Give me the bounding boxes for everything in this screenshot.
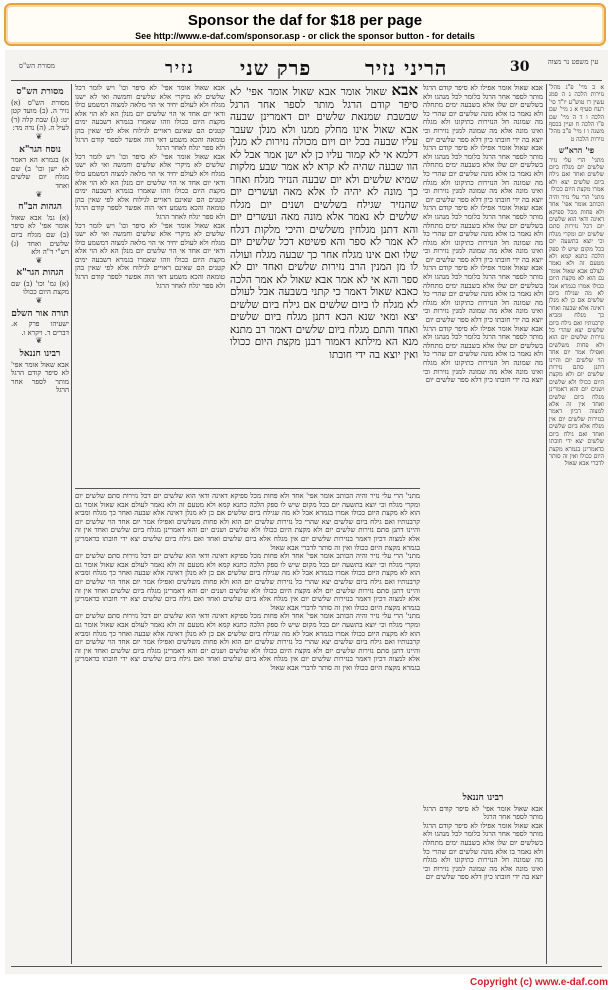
- rashi-text-cont4: אבא שאול אומר אפילו לא סיפר קודם הרגל מותר לספר אחר הרגל כלומר לכל מנהגו ולא בשלשים יום שלו אלא בשבעה ימים מתחלה ולא נאמר בו אלא מונה שלשים יום שהרי כל מה שמונה חל הנזירות כתיקונו ולא מגלח ואינו מונה אלא מה שמונה למנין נזירות וכי יוצא בה ידי חובתו כיון דלא ספר שלשים יום: [423, 324, 543, 385]
- gemara-main-text: [230, 84, 418, 484]
- rabbeinu-chananel-text: אבא שאול אומר אפי' לא סיפר קודם הרגל מותר לספר אחר הרגל: [423, 804, 543, 822]
- running-title: הריני נזיר: [365, 56, 448, 80]
- rashi-text: אבא שאול אומר אפילו לא סיפר קודם הרגל מותר לספר אחר הרגל כלומר לכל מנהגו ולא בשלשים יום שלו אלא בשבעה ימים מתחלה ולא נאמר בו אלא מונה שלשים יום שהרי כל מה שמונה חל הנזירות כתיקונו ולא מגלח ואינו מונה אלא מה שמונה למנין נזירות וכי יוצא בה ידי חובתו כיון דלא ספר שלשים יום: [423, 84, 543, 144]
- tosafot-text: אבא שאול אומר אפי' לא סיפר וכו' ויש לומר דכל שלשים לא מיקרי אלא שלשים וחמשה ואי לא ישנו מגלח ולא לעולם יחיד אי הוי מלאה למצוה דמשמע כולו ודאי יום אחד אי הוי שלשים יום מנלן הא לא הוי אלא מקצת היום ככולו וזהו שאמרו בגמרא דשבעה ימים קטנים הם שאינם ראויים לגילוח אלא לפי שאין בהן טומאה והכא משמע דאי הוה אפשר לספר קודם הרגל ולא ספר יגלח לאחר הרגל: [75, 84, 225, 153]
- side-box-heading-4: תורה אור השלם: [11, 308, 69, 319]
- ein-mishpat-text: א ב מיי' פ"ג מהל' נזירות הלכה ג ה סמג עשין רו טוש"ע יו"ד סי' רעח סעיף א ג מיי' שם הלכה ו ד ה מיי' שם פ"ו הלכה ח ועיין בכסף משנה ו ז מיי' פ"ב מהל' נזירות הלכה ט: [549, 84, 604, 143]
- side-box-text-4: ישעיהו פרק א. דברים ד. ויקרא ו.: [11, 320, 69, 337]
- side-box-text-2: (א) גמ' אבא שאול אומר אפי' לא סיפר (ב) שם מגלח ביום שלשים ואחד (ג) רש"י ד"ה ולא: [11, 213, 69, 257]
- side-box-text-5: אבא שאול אומר אפי' לא סיפר קודם הרגל מותר לספר אחר הרגל: [11, 360, 69, 395]
- bottom-commentary-text-cont2: מתני' הרי עלי נזיר והיה הכותב אומר אפי' אחד ולא פחות מכל ספיקא דאינה ודאי הוא שלשים יום דכל נזירות סתם שלשים יום ומקרי מגלח וכי יוצא בתשעה יום בכל מקום שיש לו ספק הלכה כתנא קמא ולא מטעם זה ולא נאמר לעולם אבא שאול אומר גם הוא לא מקצת היום ככולו אמרו בגמרא אבל לא מה שגילח ביום שלשים אם כן לא מנלן דאינה אלא שבעה ואחר כך מגלח ומביא קרבנותיו ואם גילח ביום שלשים יצא שהרי כל נזירות שלשים יום הוא ולא פחות משלשים ואפילו אמר יום אחד הוי שלשים יום והיינו דתנן סתם נזירות שלשים יום ולא מקצת היום ככולו ולא שלשים ושנים יום והא דאמרינן מגלח ביום שלשים ואחד אין זה אלא למצוה דכיון דאמר בנזירות שלשים יום אין מגלח אלא ביום שלשים ואחד ואם גילח ביום שלשים יצא ידי חובתו כדאמרינן בגמרא מקצת היום ככולו ואין זה סותר לדברי אבא שאול: [75, 612, 420, 672]
- side-box-heading-5: רבינו חננאל: [19, 349, 61, 360]
- page-number: 30: [510, 59, 530, 75]
- left-margin-text: מסורת הש"ס (א) נזיר ה. (ב) מועד קטן יט: (ג) שבת קלה (ד) לעיל ה. (ה) נדה מד:: [11, 98, 69, 133]
- side-box-text-3: (א) גמ' וכו' (ב) שם מקצת היום ככולו: [11, 279, 69, 297]
- sponsor-subtitle[interactable]: See http://www.e-daf.com/sponsor.asp - or click the sponsor button - for details: [135, 31, 475, 41]
- bottom-commentary: [75, 492, 420, 962]
- rosh-box-heading: פי' הרא"ש: [558, 145, 595, 156]
- left-margin-column: [11, 84, 69, 964]
- bottom-commentary-text-cont: מתני' הרי עלי נזיר והיה הכותב אומר אפי' אחד ולא פחות מכל ספיקא דאינה ודאי הוא שלשים יום דכל נזירות סתם שלשים יום ומקרי מגלח וכי יוצא בתשעה יום בכל מקום שיש לו ספק הלכה כתנא קמא ולא מטעם זה ולא נאמר לעולם אבא שאול אומר גם הוא לא מקצת היום ככולו אמרו בגמרא אבל לא מה שגילח ביום שלשים אם כן לא מנלן דאינה אלא שבעה ואחר כך מגלח ומביא קרבנותיו ואם גילח ביום שלשים יצא שהרי כל נזירות שלשים יום הוא ולא פחות משלשים ואפילו אמר יום אחד הוי שלשים יום והיינו דתנן סתם נזירות שלשים יום ולא מקצת היום ככולו ולא שלשים ושנים יום והא דאמרינן מגלח ביום שלשים ואחד אין זה אלא למצוה דכיון דאמר בנזירות שלשים יום אין מגלח אלא ביום שלשים ואחד ואם גילח ביום שלשים יצא ידי חובתו כדאמרינן בגמרא מקצת היום ככולו ואין זה סותר לדברי אבא שאול: [75, 552, 420, 612]
- bottom-commentary-text: מתני' הרי עלי נזיר והיה הכותב אומר אפי' אחד ולא פחות מכל ספיקא דאינה ודאי הוא שלשים יום דכל נזירות סתם שלשים יום ומקרי מגלח וכי יוצא בתשעה יום בכל מקום שיש לו ספק הלכה כתנא קמא ולא מטעם זה ולא נאמר לעולם אבא שאול אומר גם הוא לא מקצת היום ככולו אמרו בגמרא אבל לא מה שגילח ביום שלשים אם כן לא מנלן דאינה אלא שבעה ואחר כך מגלח ומביא קרבנותיו ואם גילח ביום שלשים יצא שהרי כל נזירות שלשים יום הוא ולא פחות משלשים ואפילו אמר יום אחד הוי שלשים יום והיינו דתנן סתם נזירות שלשים יום ולא מקצת היום ככולו ולא שלשים ושנים יום והא דאמרינן מגלח ביום שלשים ואחד אין זה אלא למצוה דכיון דאמר בנזירות שלשים יום אין מגלח אלא ביום שלשים ואחד ואם גילח ביום שלשים יצא ידי חובתו כדאמרינן בגמרא מקצת היום ככולו ואין זה סותר לדברי אבא שאול: [75, 492, 420, 552]
- chapter-name: פרק שני: [240, 56, 312, 80]
- rabbeinu-chananel-heading: רבינו חננאל: [462, 793, 504, 803]
- tosafot-column: [75, 84, 225, 484]
- header-rule: [11, 80, 602, 81]
- ornament-divider: ❦: [35, 255, 45, 265]
- ornament-divider: ❦: [35, 131, 45, 141]
- column-rule: [71, 84, 72, 964]
- ornament-divider: ❦: [35, 296, 45, 306]
- rosh-box-text: מתני' הרי עלי נזיר שלשים יום מגלח ביום שלשים ואחד ואם גילח ביום שלשים יצא ולא אמרו מקצת היום ככולו: [549, 156, 604, 194]
- ornament-divider: ❦: [35, 336, 45, 346]
- tosafot-text-cont2: אבא שאול אומר אפי' לא סיפר וכו' ויש לומר דכל שלשים לא מיקרי אלא שלשים וחמשה ואי לא ישנו מגלח ולא לעולם יחיד אי הוי מלאה למצוה דמשמע כולו ודאי יום אחד אי הוי שלשים יום מנלן הא לא הוי אלא מקצת היום ככולו וזהו שאמרו בגמרא דשבעה ימים קטנים הם שאינם ראויים לגילוח אלא לפי שאין בהן טומאה והכא משמע דאי הוה אפשר לספר קודם הרגל ולא ספר יגלח לאחר הרגל: [75, 221, 225, 290]
- rabbeinu-chananel-text-cont: אבא שאול אומר אפילו לא סיפר קודם הרגל מותר לספר אחר הרגל כלומר לכל מנהגו ולא בשלשים יום שלו אלא בשבעה ימים מתחלה ולא נאמר בו אלא מונה שלשים יום שהרי כל מה שמונה חל הנזירות כתיקונו ולא מגלח ואינו מונה אלא מה שמונה למנין נזירות וכי יוצא בה ידי חובתו כיון דלא ספר שלשים יום: [423, 821, 543, 882]
- sponsor-banner[interactable]: [4, 3, 606, 46]
- talmud-page: [5, 50, 608, 974]
- page-bottom-rule: [11, 966, 602, 967]
- side-box-heading-3: הגהות הגר"א: [16, 268, 64, 279]
- rashi-text-cont2: אבא שאול אומר אפילו לא סיפר קודם הרגל מותר לספר אחר הרגל כלומר לכל מנהגו ולא בשלשים יום שלו אלא בשבעה ימים מתחלה ולא נאמר בו אלא מונה שלשים יום שהרי כל מה שמונה חל הנזירות כתיקונו ולא מגלח ואינו מונה אלא מה שמונה למנין נזירות וכי יוצא בה ידי חובתו כיון דלא ספר שלשים יום: [423, 204, 543, 264]
- tractate-name: נזיר: [165, 58, 195, 77]
- rosh-box-text-cont: מתני' הרי עלי נזיר והיה הכותב אומר אפי' אחד ולא פחות מכל ספיקא דאינה ודאי הוא שלשים יום דכל נזירות סתם שלשים יום ומקרי מגלח וכי יוצא בתשעה יום בכל מקום שיש לו ספק הלכה כתנא קמא ולא מטעם זה ולא נאמר לעולם אבא שאול אומר גם הוא לא מקצת היום ככולו אמרו בגמרא אבל לא מה שגילח ביום שלשים אם כן לא מנלן דאינה אלא שבעה ואחר כך מגלח ומביא קרבנותיו ואם גילח ביום שלשים יצא שהרי כל נזירות שלשים יום הוא ולא פחות משלשים ואפילו אמר יום אחד הוי שלשים יום והיינו דתנן סתם נזירות שלשים יום ולא מקצת היום ככולו ולא שלשים ושנים יום והא דאמרינן מגלח ביום שלשים ואחד אין זה אלא למצוה דכיון דאמר בנזירות שלשים יום אין מגלח אלא ביום שלשים ואחד ואם גילח ביום שלשים יצא ידי חובתו כדאמרינן בגמרא מקצת היום ככולו ואין זה סותר לדברי אבא שאול: [549, 193, 604, 468]
- left-margin-heading: מסורת הש"ס: [16, 87, 64, 97]
- side-box-heading-2: הגהות הב"ח: [18, 202, 62, 213]
- mesorah-label: מסורת הש"ס: [19, 62, 56, 70]
- gemara-text: שאול אומר אבא שאול אומר אפי' לא סיפר קודם הרגל מותר לספר אחר הרגל שבשבת שמנאת שלשים יום דאמרינן שבעה אבא שאול אינו מחלק ממנו ולא מנלן שעבר עליו שבעה בכל יום ויום מכולה נזירות לא מנלן דלמא אי לא קמור עליו כן לא ישן אמר אבל לא הוו שבעה שהיה לא קרא לא אמר שבע מלקות שמיא שלשים ולא יום שבעה הנזיר מגלח ואחר כך מונה לא יהיה לו אלא מאה ועשרים יום שהנזיר שגילח בשלשים ושנים יום מגלח שלשים לא נאמר אלא מונה מאה ועשרים יום והא דתנן מגלחין משלשים והיכי מלקות דגלח לא אמר לא ספר והא פשיטא דכל שלשים יום שלו ואם אינו מגלח אחר כך שבעה מגלח ועולה לו מן המנין הרב נזירות שלשים ואחד יום לא ספר והא אי לא אמר אבא שאול לא אמר הלכה כאבא שאול דאמר כי קתני בשבעה אבל לעולם לא מגלח לו ביום שלשים אם גילח ביום שלשים יצא ומאי שנא הכא דתנן מגלח ביום שלשים ואחד והתם מגלח ביום שלשים דאמר רב מתנא מנא הא מילתא דאמור רבנן מקצת היום ככולו ואין יוצא בה ידי חובתו: [230, 86, 418, 361]
- tosafot-text-cont: אבא שאול אומר אפי' לא סיפר וכו' ויש לומר דכל שלשים לא מיקרי אלא שלשים וחמשה ואי לא ישנו מגלח ולא לעולם יחיד אי הוי מלאה למצוה דמשמע כולו ודאי יום אחד אי הוי שלשים יום מנלן הא לא הוי אלא מקצת היום ככולו וזהו שאמרו בגמרא דשבעה ימים קטנים הם שאינם ראויים לגילוח אלא לפי שאין בהן טומאה והכא משמע דאי הוה אפשר לספר קודם הרגל ולא ספר יגלח לאחר הרגל: [75, 152, 225, 221]
- ein-mishpat-column: [549, 84, 604, 964]
- rashi-text-cont3: אבא שאול אומר אפילו לא סיפר קודם הרגל מותר לספר אחר הרגל כלומר לכל מנהגו ולא בשלשים יום שלו אלא בשבעה ימים מתחלה ולא נאמר בו אלא מונה שלשים יום שהרי כל מה שמונה חל הנזירות כתיקונו ולא מגלח ואינו מונה אלא מה שמונה למנין נזירות וכי יוצא בה ידי חובתו כיון דלא ספר שלשים יום: [423, 264, 543, 325]
- rashi-column: [423, 84, 543, 784]
- copyright-footer: Copyright (c) www.e-daf.com: [470, 977, 608, 988]
- rabbeinu-chananel-column: [423, 790, 543, 962]
- column-rule: [546, 84, 547, 964]
- rashi-text-cont: אבא שאול אומר אפילו לא סיפר קודם הרגל מותר לספר אחר הרגל כלומר לכל מנהגו ולא בשלשים יום שלו אלא בשבעה ימים מתחלה ולא נאמר בו אלא מונה שלשים יום שהרי כל מה שמונה חל הנזירות כתיקונו ולא מגלח ואינו מונה אלא מה שמונה למנין נזירות וכי יוצא בה ידי חובתו כיון דלא ספר שלשים יום: [423, 144, 543, 204]
- ein-mishpat-label: עין משפט נר מצוה: [547, 58, 599, 66]
- side-box-heading-1: נוסח הגר"א: [19, 144, 61, 155]
- sponsor-title[interactable]: Sponsor the daf for $18 per page: [187, 12, 423, 29]
- page-header: [5, 56, 608, 80]
- opening-word: אבא: [391, 84, 418, 99]
- gemara-bottom-rule: [75, 488, 420, 489]
- ornament-divider: ❦: [35, 189, 45, 199]
- side-box-text-1: א) בגמרא הא דאמר לא ישן וכו' ב) שם מגלח יום שלשים ואחד: [11, 156, 69, 190]
